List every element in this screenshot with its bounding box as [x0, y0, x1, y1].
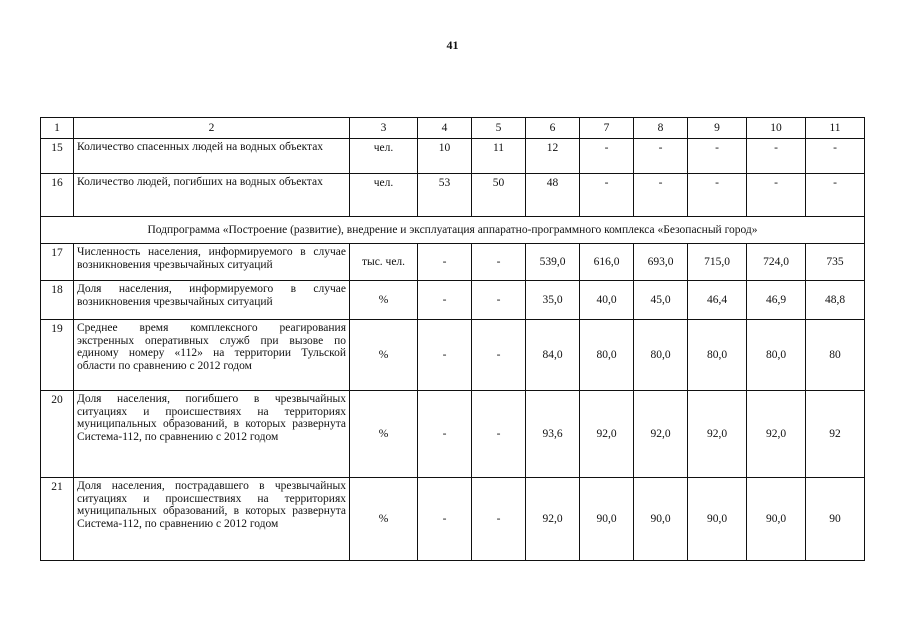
value-cell: -: [418, 320, 472, 391]
value-cell: 92,0: [580, 391, 634, 478]
value-cell: 84,0: [526, 320, 580, 391]
value-cell: 46,4: [688, 281, 747, 320]
value-cell: -: [806, 174, 865, 217]
value-cell: 715,0: [688, 244, 747, 281]
value-cell: 35,0: [526, 281, 580, 320]
header-cell: 6: [526, 118, 580, 139]
unit-cell: %: [350, 391, 418, 478]
indicator-name: Количество спасенных людей на водных объектах: [74, 139, 350, 174]
section-row: [41, 217, 865, 244]
value-cell: 693,0: [634, 244, 688, 281]
value-cell: -: [806, 139, 865, 174]
table-row: [41, 320, 865, 391]
row-number: 15: [41, 139, 74, 174]
table-row: [41, 174, 865, 217]
value-cell: -: [747, 174, 806, 217]
value-cell: 10: [418, 139, 472, 174]
value-cell: 90,0: [688, 478, 747, 561]
row-number: 21: [41, 478, 74, 561]
value-cell: 90: [806, 478, 865, 561]
value-cell: 80: [806, 320, 865, 391]
value-cell: 53: [418, 174, 472, 217]
indicators-table: [40, 117, 865, 561]
table-header-row: [41, 118, 865, 139]
value-cell: 90,0: [634, 478, 688, 561]
value-cell: 48,8: [806, 281, 865, 320]
value-cell: 12: [526, 139, 580, 174]
value-cell: 90,0: [580, 478, 634, 561]
value-cell: -: [688, 139, 747, 174]
indicator-name: Среднее время комплексного реагирования экстренных оперативных служб при вызове по единому номеру «112» на территории Тульской области по сравнению с 2012 годом: [74, 320, 350, 391]
value-cell: -: [472, 244, 526, 281]
row-number: 19: [41, 320, 74, 391]
value-cell: 539,0: [526, 244, 580, 281]
value-cell: -: [472, 478, 526, 561]
value-cell: 92,0: [747, 391, 806, 478]
indicator-name: Доля населения, погибшего в чрезвычайных ситуациях и происшествиях на территориях муниципальных образований, в которых развернута Система-112, по сравнению с 2012 годом: [74, 391, 350, 478]
header-cell: 2: [74, 118, 350, 139]
unit-cell: чел.: [350, 174, 418, 217]
value-cell: 80,0: [688, 320, 747, 391]
indicator-name: Численность населения, информируемого в случае возникновения чрезвычайных ситуаций: [74, 244, 350, 281]
value-cell: -: [418, 281, 472, 320]
value-cell: 50: [472, 174, 526, 217]
row-number: 17: [41, 244, 74, 281]
header-cell: 7: [580, 118, 634, 139]
table-row: [41, 478, 865, 561]
unit-cell: %: [350, 281, 418, 320]
value-cell: 93,6: [526, 391, 580, 478]
value-cell: 40,0: [580, 281, 634, 320]
value-cell: 90,0: [747, 478, 806, 561]
unit-cell: чел.: [350, 139, 418, 174]
value-cell: 735: [806, 244, 865, 281]
header-cell: 8: [634, 118, 688, 139]
indicator-name: Доля населения, информируемого в случае возникновения чрезвычайных ситуаций: [74, 281, 350, 320]
header-cell: 9: [688, 118, 747, 139]
page-number: 41: [446, 38, 459, 52]
indicator-name: Доля населения, пострадавшего в чрезвычайных ситуациях и происшествиях на территориях муниципальных образований, в которых развернута Система-112, по сравнению с 2012 годом: [74, 478, 350, 561]
value-cell: 92,0: [634, 391, 688, 478]
row-number: 16: [41, 174, 74, 217]
value-cell: -: [472, 281, 526, 320]
value-cell: 80,0: [747, 320, 806, 391]
section-title: Подпрограмма «Построение (развитие), внедрение и эксплуатация аппаратно-программного комплекса «Безопасный город»: [41, 217, 865, 244]
value-cell: -: [472, 391, 526, 478]
value-cell: 80,0: [580, 320, 634, 391]
value-cell: 92: [806, 391, 865, 478]
value-cell: -: [418, 244, 472, 281]
value-cell: 48: [526, 174, 580, 217]
value-cell: -: [418, 478, 472, 561]
value-cell: -: [688, 174, 747, 217]
value-cell: 616,0: [580, 244, 634, 281]
value-cell: 45,0: [634, 281, 688, 320]
value-cell: -: [418, 391, 472, 478]
header-cell: 4: [418, 118, 472, 139]
value-cell: 80,0: [634, 320, 688, 391]
value-cell: 724,0: [747, 244, 806, 281]
value-cell: 11: [472, 139, 526, 174]
header-cell: 1: [41, 118, 74, 139]
table-row: [41, 281, 865, 320]
value-cell: -: [472, 320, 526, 391]
value-cell: -: [580, 139, 634, 174]
value-cell: 92,0: [688, 391, 747, 478]
value-cell: 92,0: [526, 478, 580, 561]
header-cell: 10: [747, 118, 806, 139]
table-row: [41, 391, 865, 478]
indicator-name: Количество людей, погибших на водных объектах: [74, 174, 350, 217]
row-number: 20: [41, 391, 74, 478]
value-cell: 46,9: [747, 281, 806, 320]
header-cell: 11: [806, 118, 865, 139]
unit-cell: %: [350, 478, 418, 561]
value-cell: -: [747, 139, 806, 174]
value-cell: -: [634, 139, 688, 174]
row-number: 18: [41, 281, 74, 320]
unit-cell: %: [350, 320, 418, 391]
table-row: [41, 139, 865, 174]
unit-cell: тыс. чел.: [350, 244, 418, 281]
value-cell: -: [634, 174, 688, 217]
header-cell: 5: [472, 118, 526, 139]
header-cell: 3: [350, 118, 418, 139]
table-row: [41, 244, 865, 281]
value-cell: -: [580, 174, 634, 217]
